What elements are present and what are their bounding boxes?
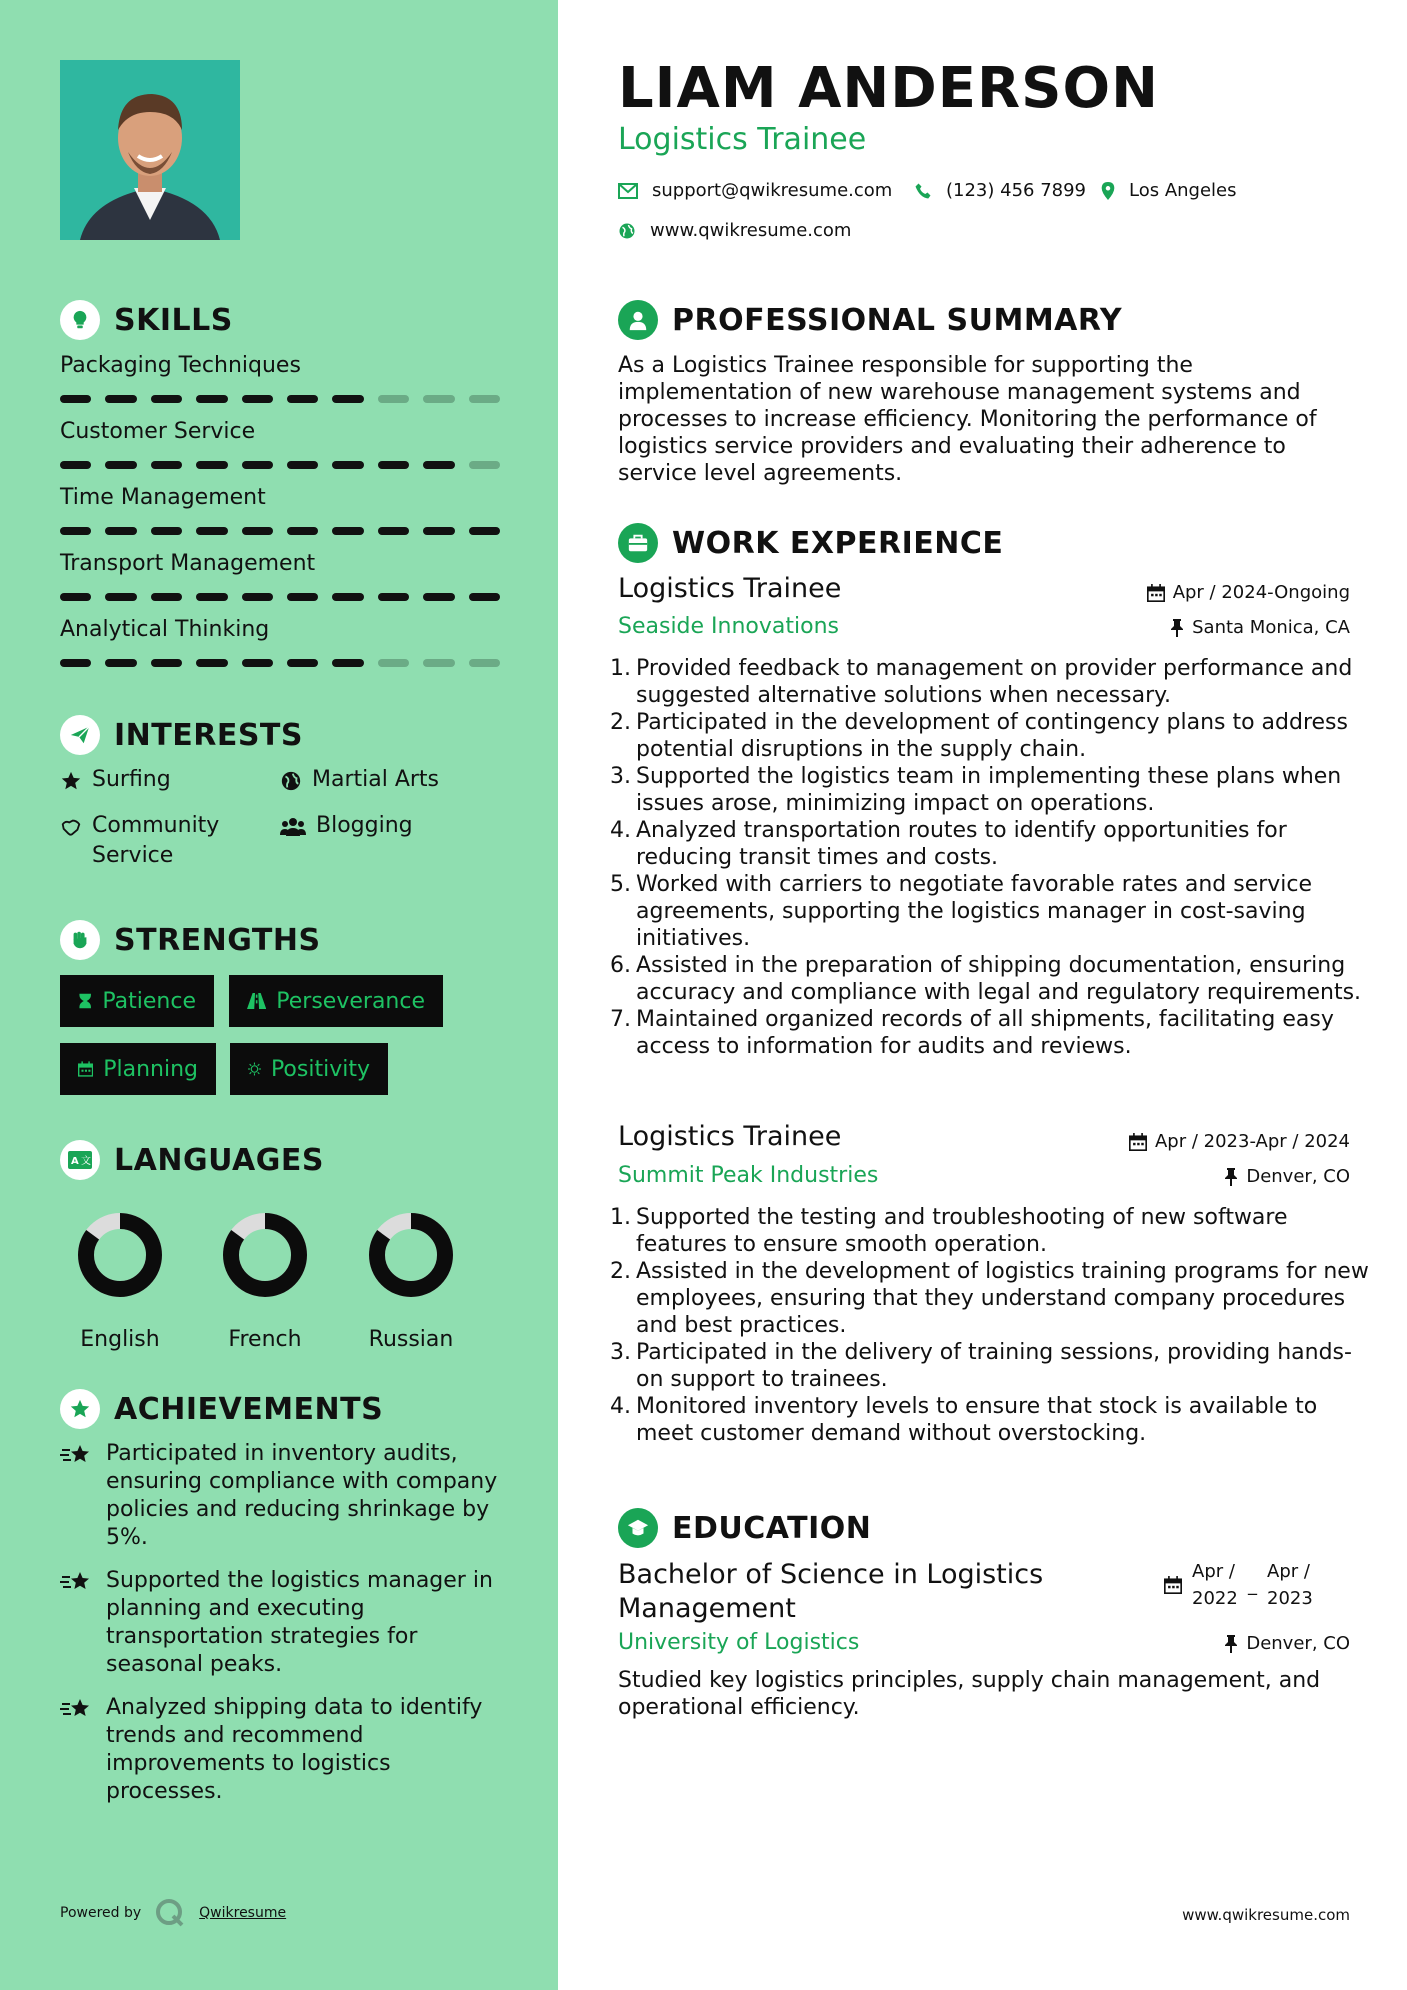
skill-dash-filled: [196, 461, 227, 469]
summary-text: As a Logistics Trainee responsible for supporting the implementation of new warehouse management systems and processes to increase efficiency. Monitoring the performance of logistics service providers and evaluating their adherence to service level agreements.: [618, 353, 1317, 486]
strength-badge: [230, 1043, 388, 1095]
achievement-item: [60, 1440, 500, 1552]
skill-dash-filled: [469, 593, 500, 601]
user-icon: [618, 300, 658, 340]
bullet-text: Participated in the development of contingency plans to address potential disruptions in the supply chain.: [636, 710, 1348, 762]
interest-item: [60, 811, 260, 871]
date-separator: _: [1248, 1574, 1257, 1596]
skill-dash-filled: [242, 593, 273, 601]
job-dates-text: Apr / 2024-Ongoing: [1172, 582, 1350, 603]
job-location: [1170, 617, 1350, 638]
job-location: [1224, 1166, 1350, 1187]
skill-dash-filled: [287, 593, 318, 601]
strength-label: Patience: [102, 988, 196, 1014]
bullet-text: Supported the logistics team in implementing these plans when issues arose, minimizing impact on operations.: [636, 764, 1342, 816]
language-ring: [215, 1205, 315, 1305]
skill-item: [60, 615, 500, 667]
interest-label: Surfing: [92, 767, 171, 792]
bullet-text: Participated in the delivery of training sessions, providing hands-on support to trainees.: [636, 1340, 1352, 1392]
skill-dash-filled: [332, 593, 363, 601]
skill-item: [60, 417, 500, 469]
education-end: [1267, 1558, 1325, 1612]
strengths-title: STRENGTHS: [114, 922, 321, 958]
skill-dash-filled: [60, 527, 91, 535]
bullet-text: Monitored inventory levels to ensure that stock is available to meet customer demand without overstocking.: [636, 1394, 1318, 1446]
achievements-heading: [60, 1389, 383, 1429]
job-location-text: Santa Monica, CA: [1192, 617, 1350, 638]
lightbulb-icon: [60, 300, 100, 340]
start-month: Apr /: [1192, 1561, 1235, 1582]
strength-label: Perseverance: [276, 988, 425, 1014]
skills-heading: [60, 300, 233, 340]
skill-dash-filled: [105, 593, 136, 601]
skill-item: [60, 483, 500, 535]
globe-icon: [618, 222, 636, 240]
skill-dash-empty: [469, 461, 500, 469]
skill-name: Analytical Thinking: [60, 617, 270, 642]
skill-dash-filled: [105, 395, 136, 403]
education-text: Studied key logistics principles, supply chain management, and operational efficiency.: [618, 1668, 1321, 1720]
pushpin-icon: [1224, 1168, 1238, 1186]
job-location-text: Denver, CO: [1246, 1166, 1350, 1187]
job-bullets: [610, 1204, 1373, 1447]
sidebar: [0, 0, 558, 1990]
skill-dash-filled: [378, 461, 409, 469]
calendar-icon: [1129, 1133, 1147, 1151]
skill-dash-filled: [60, 659, 91, 667]
achievement-text: Analyzed shipping data to identify trends and recommend improvements to logistics processes.: [106, 1695, 483, 1804]
achievement-item: [60, 1694, 500, 1806]
education-location: [1224, 1633, 1350, 1654]
skill-dash-filled: [151, 527, 182, 535]
skill-dash-filled: [151, 659, 182, 667]
education-dates: [1164, 1558, 1325, 1612]
skill-dash-filled: [105, 527, 136, 535]
skill-level: [60, 593, 500, 601]
website-link[interactable]: www.qwikresume.com: [650, 220, 852, 241]
pushpin-icon: [1224, 1635, 1238, 1653]
job-bullets: [610, 655, 1373, 1060]
skill-dash-filled: [242, 659, 273, 667]
achievement-text: Participated in inventory audits, ensuring compliance with company policies and reducing shrinkage by 5%.: [106, 1441, 498, 1550]
contact-location: [1101, 180, 1237, 201]
strengths-heading: [60, 920, 321, 960]
skill-level: [60, 395, 500, 403]
skill-dash-filled: [105, 461, 136, 469]
sun-icon: [248, 1058, 261, 1080]
language-icon: [60, 1140, 100, 1180]
skill-level: [60, 659, 500, 667]
interest-label: Blogging: [316, 813, 413, 838]
users-icon: [280, 816, 306, 838]
star-award-icon: [60, 1442, 94, 1470]
end-month: Apr /: [1267, 1561, 1310, 1582]
strength-label: Positivity: [270, 1056, 370, 1082]
star-award-icon: [60, 1696, 94, 1724]
job-title: Logistics Trainee: [618, 1121, 842, 1152]
strength-badge: [60, 975, 214, 1027]
road-icon: [247, 991, 266, 1011]
bullet-text: Assisted in the preparation of shipping documentation, ensuring accuracy and compliance with legal and regulatory requirements.: [636, 953, 1362, 1005]
skill-name: Transport Management: [60, 551, 316, 576]
bullet-text: Assisted in the development of logistics training programs for new employees, ensuring that they understand company procedures and best practices.: [636, 1259, 1369, 1338]
fist-icon: [60, 920, 100, 960]
achievements-title: ACHIEVEMENTS: [114, 1391, 384, 1427]
skill-name: Packaging Techniques: [60, 353, 301, 378]
qwikresume-link[interactable]: Qwikresume: [199, 1905, 287, 1921]
skill-dash-filled: [196, 593, 227, 601]
education-start: [1192, 1558, 1250, 1612]
interest-label: Community Service: [92, 813, 220, 868]
skills-title: SKILLS: [114, 302, 233, 338]
skill-dash-filled: [242, 461, 273, 469]
skill-dash-filled: [196, 527, 227, 535]
skill-dash-filled: [287, 395, 318, 403]
skill-dash-filled: [423, 461, 454, 469]
start-year: 2022: [1192, 1588, 1238, 1609]
skill-dash-filled: [196, 659, 227, 667]
education-location-text: Denver, CO: [1246, 1633, 1350, 1654]
list-item: 4. Monitored inventory levels to ensure that stock is available to meet customer demand without overstocking.: [618, 1393, 1373, 1447]
skill-dash-empty: [423, 395, 454, 403]
skill-dash-filled: [378, 593, 409, 601]
experience-title: WORK EXPERIENCE: [672, 525, 1004, 561]
bullet-text: Maintained organized records of all shipments, facilitating easy access to information for audits and reviews.: [636, 1007, 1334, 1059]
job-dates: [1129, 1131, 1350, 1152]
phone-icon: [914, 182, 932, 200]
achievement-text: Supported the logistics manager in planning and executing transportation strategies for seasonal peaks.: [106, 1568, 493, 1677]
list-item: 1. Supported the testing and troubleshooting of new software features to ensure smooth operation.: [618, 1204, 1373, 1258]
globe-icon: [280, 770, 302, 792]
company-name: Seaside Innovations: [618, 614, 839, 639]
skill-dash-filled: [378, 527, 409, 535]
list-item: 7. Maintained organized records of all shipments, facilitating easy access to information for audits and reviews.: [618, 1006, 1373, 1060]
achievement-item: [60, 1567, 500, 1679]
skill-dash-empty: [378, 395, 409, 403]
briefcase-icon: [618, 523, 658, 563]
email-link[interactable]: support@qwikresume.com: [652, 180, 893, 201]
interest-item: [280, 765, 439, 795]
language-ring: [70, 1205, 170, 1305]
envelope-icon: [618, 183, 638, 199]
skill-dash-filled: [105, 659, 136, 667]
job-dates: [1147, 582, 1350, 603]
skill-dash-filled: [242, 395, 273, 403]
strength-label: Planning: [103, 1056, 198, 1082]
graduation-icon: [618, 1508, 658, 1548]
skill-dash-empty: [469, 659, 500, 667]
summary-heading: [618, 300, 1122, 340]
degree-title: Bachelor of Science in Logistics Management: [618, 1559, 1044, 1624]
star-icon: [60, 770, 82, 792]
skill-dash-filled: [332, 527, 363, 535]
bullet-text: Worked with carriers to negotiate favorable rates and service agreements, supporting the logistics manager in cost-saving initiatives.: [636, 872, 1313, 951]
list-item: 6. Assisted in the preparation of shipping documentation, ensuring accuracy and compliance with legal and regulatory requirements.: [618, 952, 1373, 1006]
list-item: 3. Participated in the delivery of training sessions, providing hands-on support to trainees.: [618, 1339, 1373, 1393]
bullet-text: Supported the testing and troubleshooting of new software features to ensure smooth operation.: [636, 1205, 1288, 1257]
language-name: Russian: [368, 1327, 454, 1352]
language-name: English: [80, 1327, 160, 1352]
skill-item: [60, 351, 500, 403]
bullet-text: Analyzed transportation routes to identify opportunities for reducing transit times and costs.: [636, 818, 1287, 870]
interest-label: Martial Arts: [312, 767, 440, 792]
skill-dash-filled: [332, 659, 363, 667]
qwikresume-logo-icon: [155, 1898, 185, 1928]
skill-dash-filled: [423, 527, 454, 535]
skill-dash-filled: [60, 593, 91, 601]
list-item: 4. Analyzed transportation routes to identify opportunities for reducing transit times and costs.: [618, 817, 1373, 871]
interests-title: INTERESTS: [114, 717, 303, 753]
bullet-text: Provided feedback to management on provider performance and suggested alternative solutions when necessary.: [636, 656, 1353, 708]
location-pin-icon: [1101, 182, 1115, 200]
contact-website: [618, 220, 851, 241]
summary-title: PROFESSIONAL SUMMARY: [672, 302, 1123, 338]
candidate-role: Logistics Trainee: [618, 122, 867, 157]
list-item: 2. Participated in the development of contingency plans to address potential disruptions in the supply chain.: [618, 709, 1373, 763]
skill-item: [60, 549, 500, 601]
skill-dash-filled: [151, 395, 182, 403]
strength-badge: [229, 975, 443, 1027]
main-content: [558, 0, 1407, 1990]
powered-by-label: Powered by: [60, 1905, 142, 1921]
skill-dash-filled: [60, 461, 91, 469]
contact-email: [618, 180, 892, 201]
list-item: 2. Assisted in the development of logistics training programs for new employees, ensuring that they understand company procedures and best practices.: [618, 1258, 1373, 1339]
skill-level: [60, 527, 500, 535]
skill-dash-empty: [378, 659, 409, 667]
skill-dash-filled: [332, 395, 363, 403]
calendar-icon: [1147, 584, 1165, 602]
school-name: University of Logistics: [618, 1630, 860, 1655]
footer-powered-by: [60, 1898, 286, 1928]
candidate-name: LIAM ANDERSON: [618, 56, 1159, 121]
skill-dash-empty: [469, 395, 500, 403]
skill-dash-filled: [332, 461, 363, 469]
skill-dash-filled: [242, 527, 273, 535]
contact-phone: [914, 180, 1086, 201]
experience-heading: [618, 523, 1003, 563]
education-title: EDUCATION: [672, 1510, 872, 1546]
skill-dash-filled: [423, 593, 454, 601]
interest-item: [280, 811, 413, 841]
skill-dash-filled: [469, 527, 500, 535]
education-heading: [618, 1508, 871, 1548]
strength-badge: [60, 1043, 216, 1095]
skill-level: [60, 461, 500, 469]
calendar-icon: [78, 1058, 93, 1080]
list-item: 3. Supported the logistics team in implementing these plans when issues arose, minimizing impact on operations.: [618, 763, 1373, 817]
location-text: Los Angeles: [1129, 180, 1237, 201]
skill-dash-filled: [287, 527, 318, 535]
footer-website[interactable]: www.qwikresume.com: [1182, 1906, 1350, 1924]
end-year: 2023: [1267, 1588, 1313, 1609]
language-item: [60, 1205, 180, 1352]
handshake-icon: [60, 816, 82, 838]
languages-title: LANGUAGES: [114, 1142, 324, 1178]
interest-item: [60, 765, 171, 795]
skill-dash-empty: [423, 659, 454, 667]
company-name: Summit Peak Industries: [618, 1163, 879, 1188]
hourglass-icon: [78, 990, 92, 1012]
skill-dash-filled: [287, 461, 318, 469]
star-award-icon: [60, 1569, 94, 1597]
language-ring: [361, 1205, 461, 1305]
trophy-star-icon: [60, 1389, 100, 1429]
svg-text:A: A: [71, 1156, 79, 1167]
list-item: 1. Provided feedback to management on provider performance and suggested alternative solutions when necessary.: [618, 655, 1373, 709]
phone-link[interactable]: (123) 456 7899: [946, 180, 1087, 201]
skill-dash-filled: [287, 659, 318, 667]
pushpin-icon: [1170, 619, 1184, 637]
job-title: Logistics Trainee: [618, 573, 842, 604]
skill-dash-filled: [60, 395, 91, 403]
language-name: French: [228, 1327, 302, 1352]
list-item: 5. Worked with carriers to negotiate favorable rates and service agreements, supporting the logistics manager in cost-saving initiatives.: [618, 871, 1373, 952]
interests-heading: [60, 715, 303, 755]
job-dates-text: Apr / 2023-Apr / 2024: [1154, 1131, 1350, 1152]
svg-text:文: 文: [81, 1156, 91, 1167]
skill-dash-filled: [196, 395, 227, 403]
languages-heading: [60, 1140, 324, 1180]
calendar-icon: [1164, 1576, 1182, 1594]
profile-photo: [60, 60, 240, 240]
skill-dash-filled: [151, 461, 182, 469]
skill-name: Time Management: [60, 485, 266, 510]
language-item: [205, 1205, 325, 1352]
skill-dash-filled: [151, 593, 182, 601]
language-item: [351, 1205, 471, 1352]
paper-plane-icon: [60, 715, 100, 755]
skill-name: Customer Service: [60, 419, 256, 444]
